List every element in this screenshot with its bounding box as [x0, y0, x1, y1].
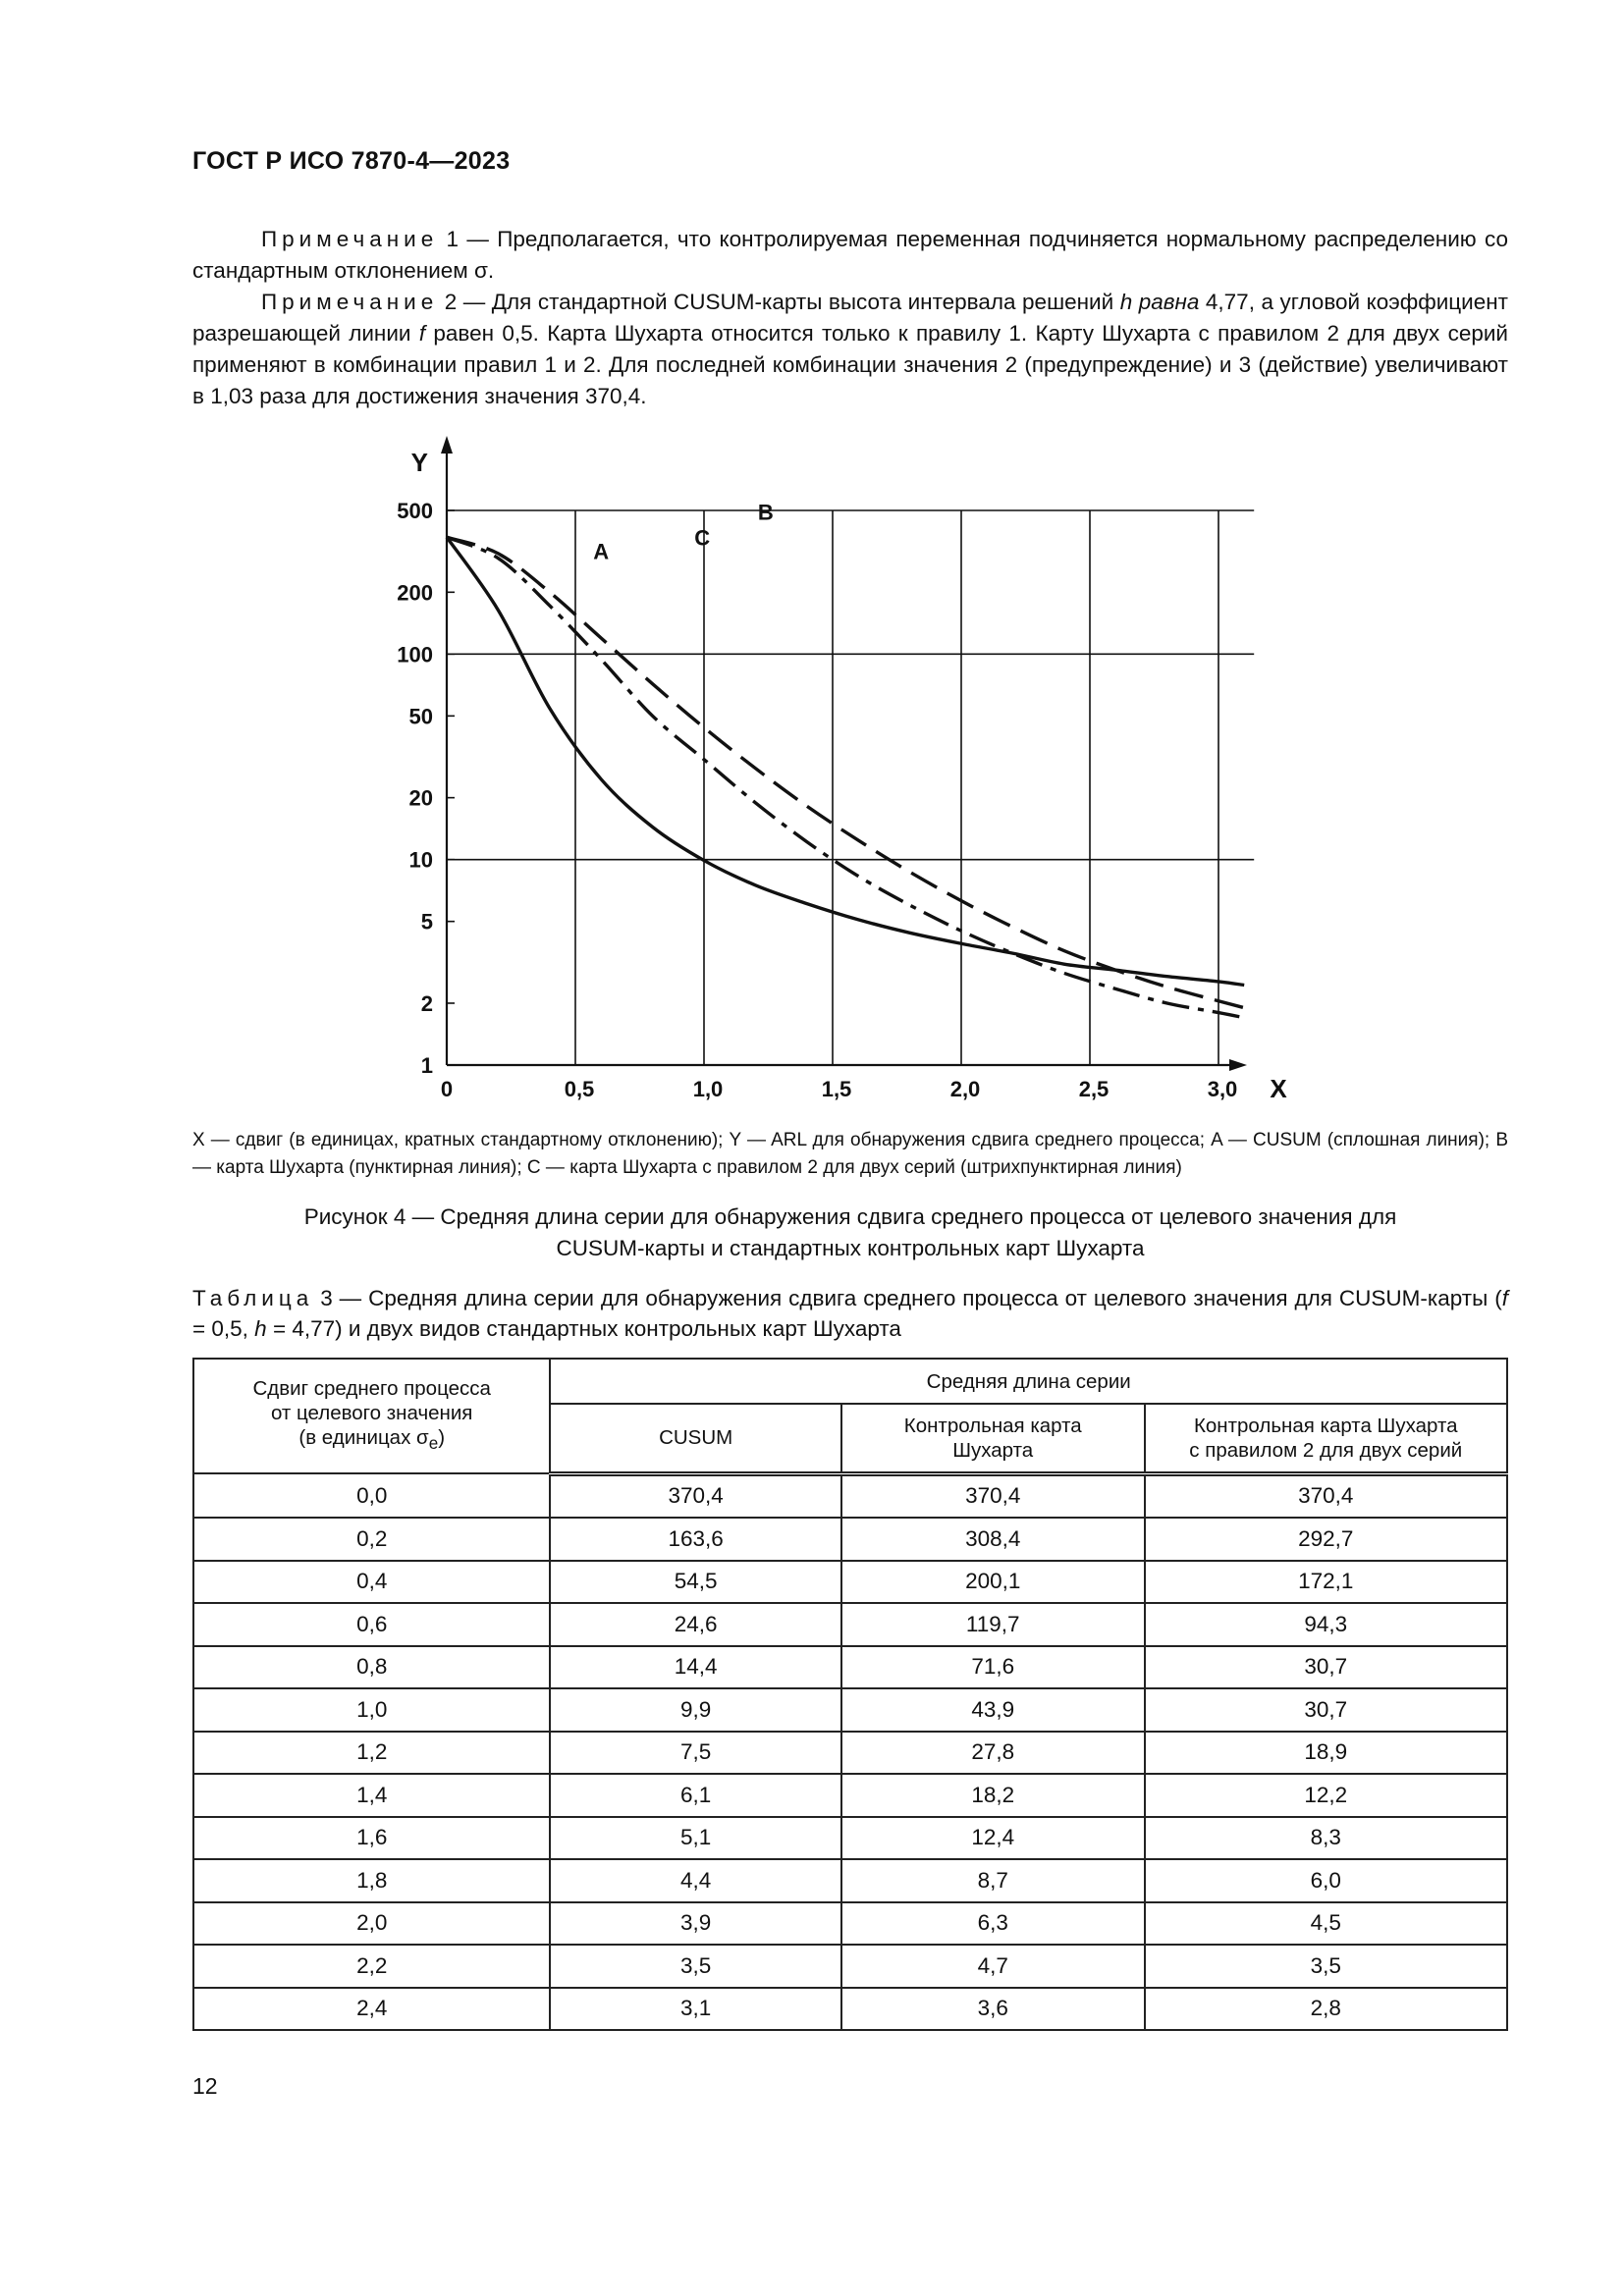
table-row	[193, 1473, 1507, 1518]
table-row	[193, 1902, 1507, 1946]
x-tick-label: 1,5	[821, 1077, 852, 1101]
table-cell: 43,9	[841, 1688, 1145, 1732]
table-cell: 12,4	[841, 1817, 1145, 1860]
y-axis-arrow	[441, 436, 453, 454]
table-cell: 172,1	[1145, 1561, 1507, 1604]
note-1	[192, 224, 1508, 287]
table-cell: 2,8	[1145, 1988, 1507, 2031]
table-caption-h: h	[254, 1316, 267, 1341]
note-2-text-a: 2 — Для стандартной CUSUM-карты высота интервала решений	[438, 290, 1120, 314]
table-cell: 163,6	[550, 1518, 841, 1561]
table-cell: 18,2	[841, 1774, 1145, 1817]
table-cell: 71,6	[841, 1646, 1145, 1689]
header-shift-line-2: от целевого значения	[270, 1401, 473, 1424]
y-tick-label: 10	[408, 847, 433, 873]
header-shift-unit: (в единицах σ	[298, 1425, 429, 1449]
table-cell: 292,7	[1145, 1518, 1507, 1561]
note-2	[192, 287, 1508, 412]
table-caption-f: f	[1501, 1286, 1508, 1310]
table-cell: 54,5	[550, 1561, 841, 1604]
header-shewhart	[841, 1404, 1145, 1473]
figure-legend: X — сдвиг (в единицах, кратных стандартному отклонению); Y — ARL для обнаружения сдвига среднего процесса; A — CUSUM (сплошная линия); B — карта Шухарта (пунктирная линия); C — карта Шухарта с правилом 2 для двух серий (штрихпунктирная линия)	[192, 1130, 1508, 1178]
table-row	[193, 1988, 1507, 2031]
table-cell: 4,5	[1145, 1902, 1507, 1946]
table-cell: 0,4	[193, 1561, 550, 1604]
note-2-f: f	[418, 321, 426, 346]
table-caption-label: Таблица	[192, 1286, 314, 1310]
table-cell: 3,1	[550, 1988, 841, 2031]
note-2-text-b: 4,77, а угловой коэффициент разрешающей линии	[192, 290, 1508, 346]
table-row	[193, 1688, 1507, 1732]
table-cell: 0,0	[193, 1473, 550, 1518]
page-number: 12	[192, 2073, 218, 2099]
x-tick-label: 0,5	[564, 1077, 595, 1101]
table-cell: 94,3	[1145, 1603, 1507, 1646]
header-group-arl: Средняя длина серии	[550, 1359, 1507, 1404]
header-shift-close: )	[438, 1425, 446, 1449]
x-tick-label: 3,0	[1207, 1077, 1238, 1101]
table-cell: 12,2	[1145, 1774, 1507, 1817]
y-tick-label: 500	[397, 499, 433, 523]
note-2-label: Примечание	[261, 290, 439, 314]
table-cell: 5,1	[550, 1817, 841, 1860]
table-cell: 1,2	[193, 1732, 550, 1775]
header-shewhart-rule2-line-2: с правилом 2 для двух серий	[1189, 1438, 1463, 1462]
series-c-line	[447, 537, 1244, 1017]
y-axis-title: Y	[410, 448, 428, 477]
header-shift	[193, 1359, 550, 1473]
header-shewhart-line-2: Шухарта	[952, 1438, 1034, 1462]
arl-chart	[373, 432, 1326, 1119]
header-shewhart-line-1: Контрольная карта	[903, 1414, 1082, 1437]
table-row	[193, 1561, 1507, 1604]
table-caption-c: = 4,77) и двух видов стандартных контрольных карт Шухарта	[266, 1316, 901, 1341]
y-tick-label: 100	[397, 642, 433, 667]
arl-table	[192, 1358, 1508, 2031]
table-cell: 1,0	[193, 1688, 550, 1732]
note-2-h: h равна	[1119, 290, 1200, 314]
table-row	[193, 1603, 1507, 1646]
table-cell: 200,1	[841, 1561, 1145, 1604]
series-c-label: C	[694, 525, 711, 551]
table-cell: 308,4	[841, 1518, 1145, 1561]
table-cell: 18,9	[1145, 1732, 1507, 1775]
header-shift-line-1: Сдвиг среднего процесса	[252, 1376, 491, 1400]
table-cell: 8,3	[1145, 1817, 1507, 1860]
table-cell: 370,4	[1145, 1473, 1507, 1518]
table-cell: 119,7	[841, 1603, 1145, 1646]
table-cell: 0,2	[193, 1518, 550, 1561]
table-cell: 2,0	[193, 1902, 550, 1946]
table-cell: 7,5	[550, 1732, 841, 1775]
table-row	[193, 1859, 1507, 1902]
y-tick-label: 5	[420, 909, 433, 934]
header-shift-line-3	[194, 1425, 549, 1456]
table-cell: 3,5	[1145, 1945, 1507, 1988]
figure-caption-line-1: Рисунок 4 — Средняя длина серии для обнаружения сдвига среднего процесса от целевого значения для	[303, 1204, 1397, 1229]
notes-block	[192, 224, 1508, 412]
header-shift-sub: e	[428, 1434, 439, 1454]
table-cell: 0,8	[193, 1646, 550, 1689]
table-cell: 3,9	[550, 1902, 841, 1946]
x-tick-label: 1,0	[692, 1077, 724, 1101]
table-cell: 24,6	[550, 1603, 841, 1646]
table-caption-b: = 0,5,	[192, 1316, 255, 1341]
table-cell: 6,3	[841, 1902, 1145, 1946]
table-caption	[192, 1283, 1508, 1344]
table-cell: 4,7	[841, 1945, 1145, 1988]
table-row	[193, 1646, 1507, 1689]
x-tick-label: 2,0	[949, 1077, 981, 1101]
table-row	[193, 1817, 1507, 1860]
note-2-text-c: равен 0,5. Карта Шухарта относится только к правилу 1. Карту Шухарта с правилом 2 для двух серий применяют в комбинации правил 1 и 2. Для последней комбинации значения 2 (предупреждение) и 3 (действие) увеличивают в 1,03 раза для достижения значения 370,4.	[192, 321, 1508, 408]
y-tick-label: 1	[420, 1053, 433, 1078]
table-cell: 370,4	[550, 1473, 841, 1518]
table-cell: 1,8	[193, 1859, 550, 1902]
y-tick-label: 2	[420, 990, 433, 1016]
table-cell: 14,4	[550, 1646, 841, 1689]
table-cell: 3,5	[550, 1945, 841, 1988]
y-tick-label: 20	[408, 785, 433, 811]
series-a-label: A	[593, 539, 610, 564]
x-axis-arrow	[1229, 1059, 1247, 1071]
table-row	[193, 1732, 1507, 1775]
table-row	[193, 1774, 1507, 1817]
note-1-text: 1 — Предполагается, что контролируемая переменная подчиняется нормальному распределению со стандартным отклонением σ.	[192, 227, 1508, 283]
x-axis-title: X	[1270, 1074, 1287, 1103]
series-b-line	[447, 537, 1244, 1007]
y-tick-label: 50	[408, 704, 433, 729]
table-cell: 2,4	[193, 1988, 550, 2031]
table-cell: 370,4	[841, 1473, 1145, 1518]
x-tick-label: 0	[440, 1077, 454, 1101]
table-cell: 4,4	[550, 1859, 841, 1902]
header-cusum: CUSUM	[550, 1404, 841, 1473]
table-cell: 6,1	[550, 1774, 841, 1817]
header-shewhart-rule2-line-1: Контрольная карта Шухарта	[1193, 1414, 1458, 1437]
table-row	[193, 1945, 1507, 1988]
figure-caption	[192, 1201, 1508, 1264]
table-cell: 8,7	[841, 1859, 1145, 1902]
series-b-label: B	[757, 500, 774, 525]
header-shewhart-rule2	[1145, 1404, 1507, 1473]
table-cell: 2,2	[193, 1945, 550, 1988]
figure-caption-line-2: CUSUM-карты и стандартных контрольных карт Шухарта	[556, 1236, 1145, 1260]
table-cell: 3,6	[841, 1988, 1145, 2031]
table-cell: 0,6	[193, 1603, 550, 1646]
document-header: ГОСТ Р ИСО 7870-4—2023	[192, 147, 511, 175]
table-cell: 1,4	[193, 1774, 550, 1817]
table-body	[193, 1473, 1507, 2030]
table-cell: 27,8	[841, 1732, 1145, 1775]
x-tick-label: 2,5	[1078, 1077, 1110, 1101]
table-cell: 9,9	[550, 1688, 841, 1732]
y-tick-label: 200	[397, 580, 433, 606]
table-cell: 30,7	[1145, 1646, 1507, 1689]
table-cell: 6,0	[1145, 1859, 1507, 1902]
table-caption-a: 3 — Средняя длина серии для обнаружения сдвига среднего процесса от целевого значения для CUSUM-карты (	[313, 1286, 1502, 1310]
note-1-label: Примечание	[261, 227, 439, 251]
table-row	[193, 1518, 1507, 1561]
table-cell: 30,7	[1145, 1688, 1507, 1732]
table-cell: 1,6	[193, 1817, 550, 1860]
